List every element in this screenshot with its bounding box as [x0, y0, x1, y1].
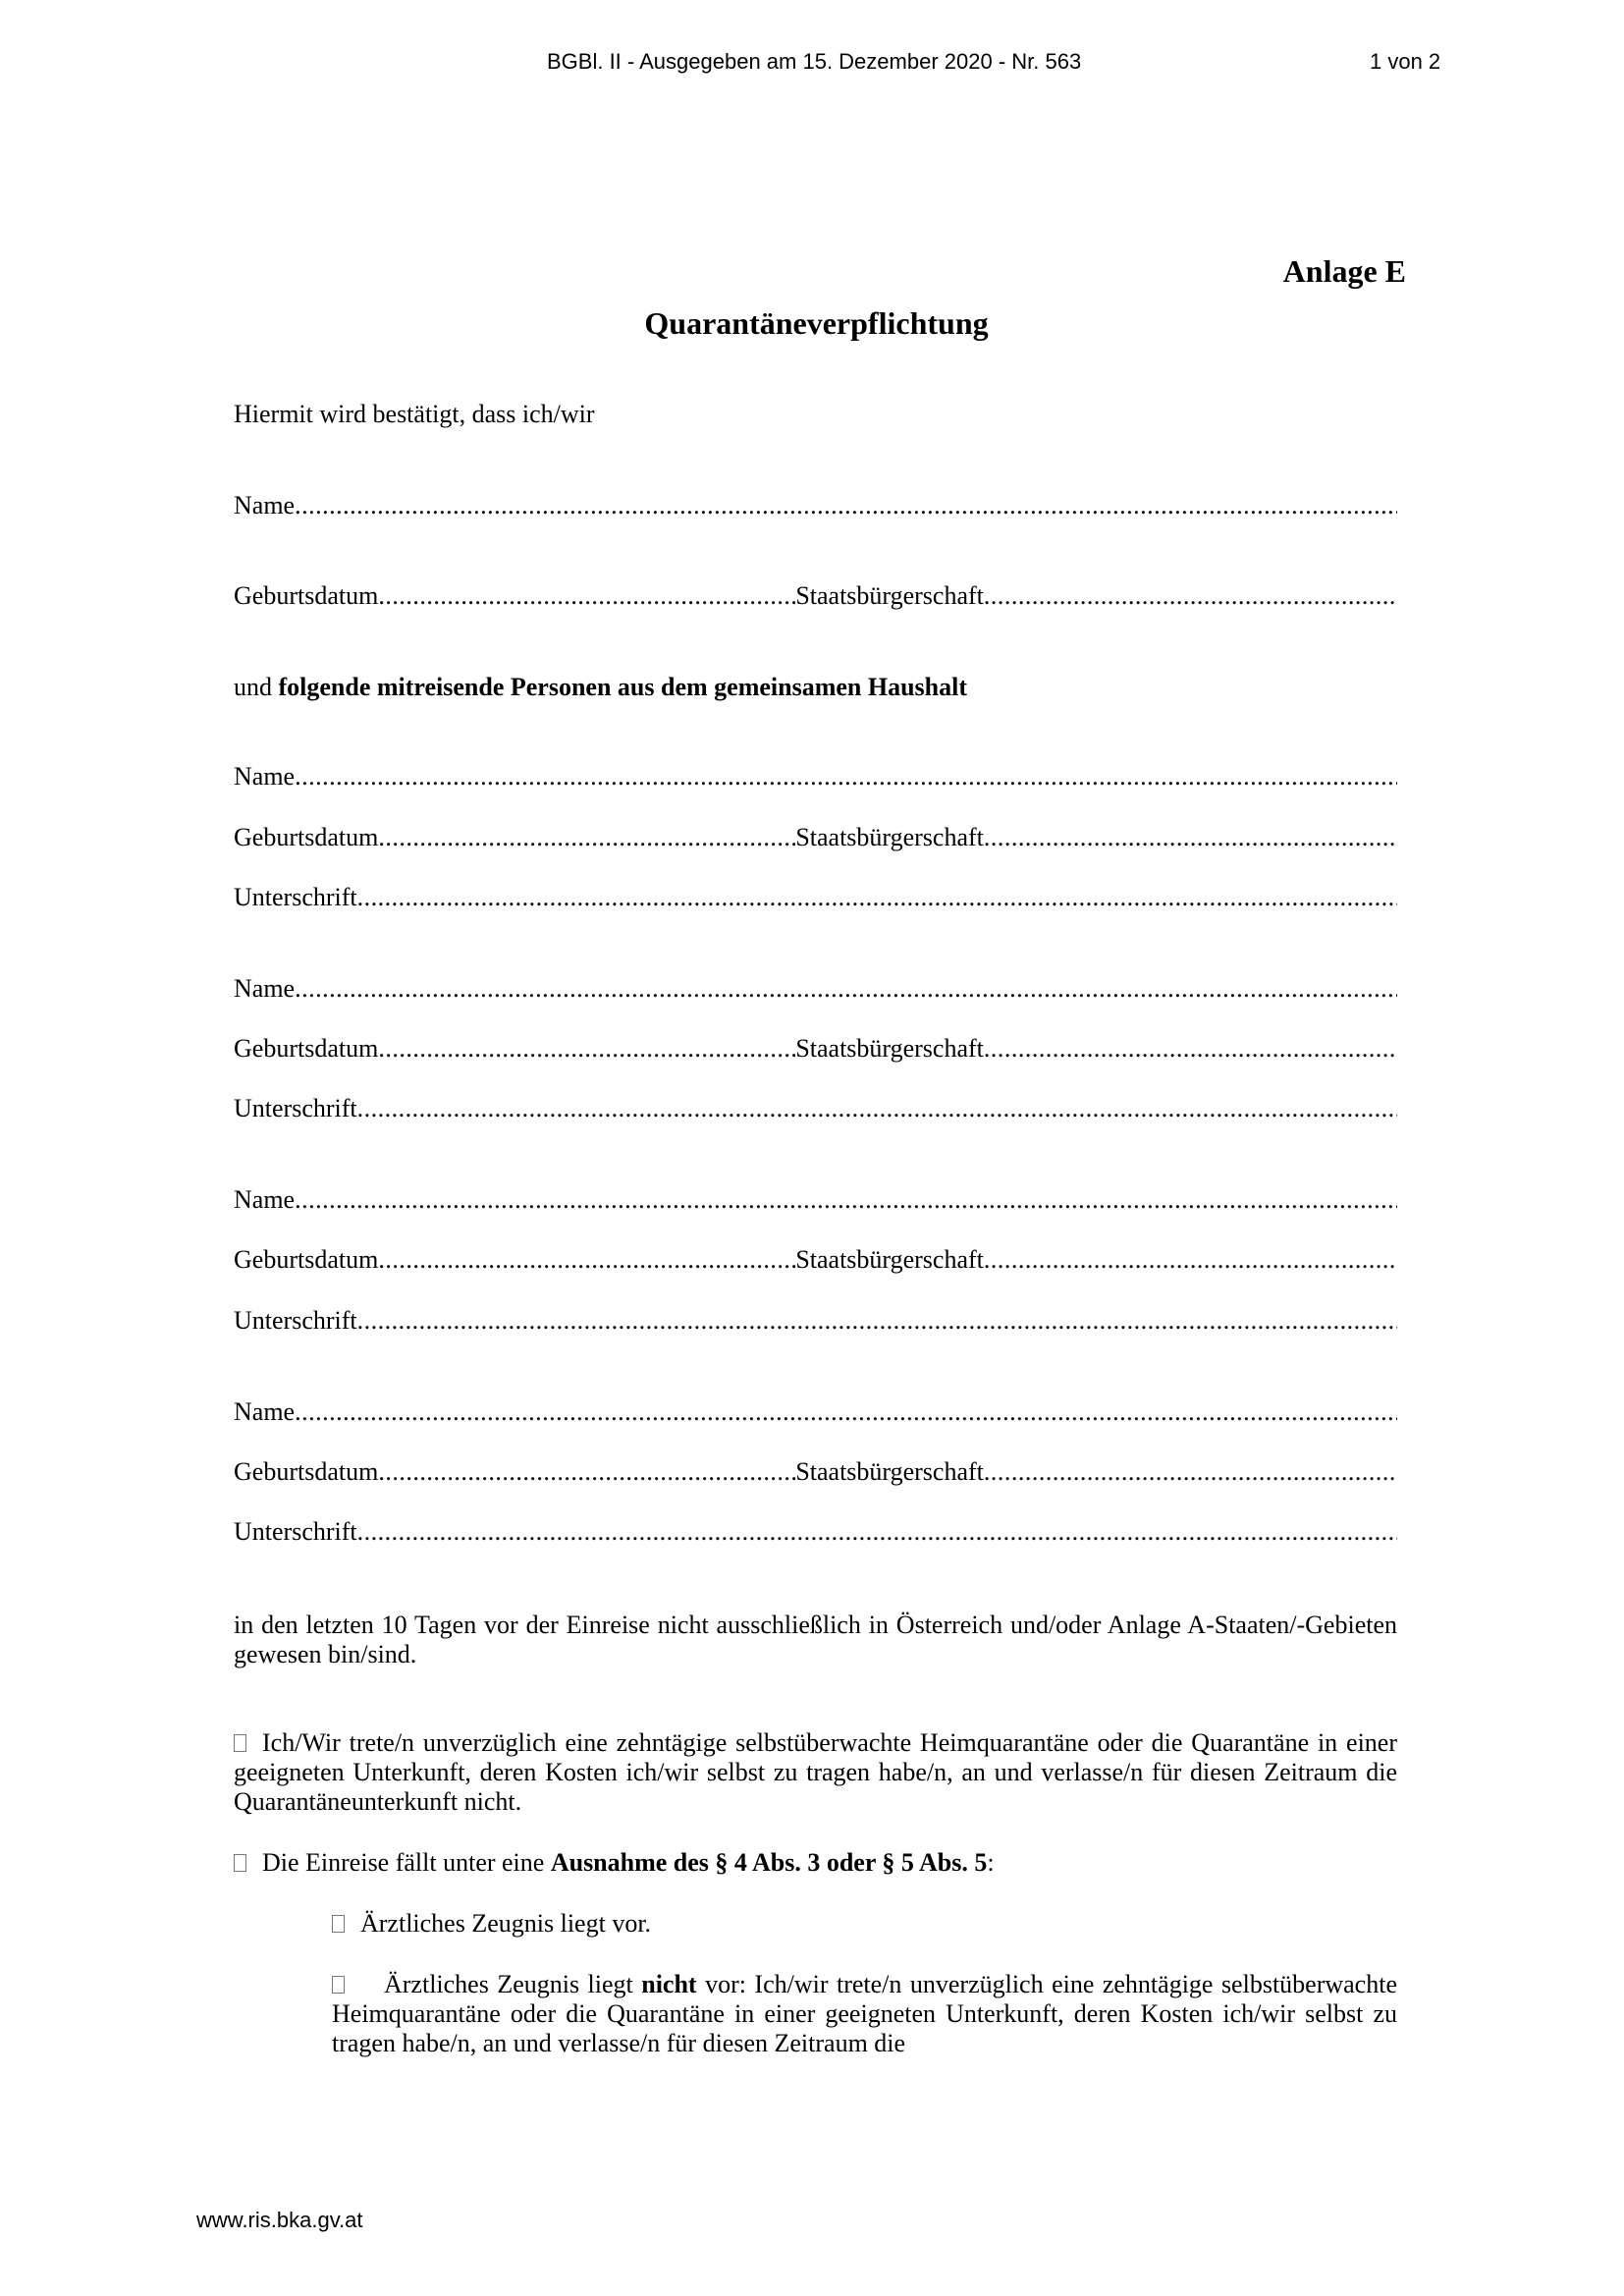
name-label: Name — [234, 1397, 296, 1426]
option-home-quarantine — [234, 1728, 1397, 1817]
name-label: Name — [234, 1185, 296, 1214]
birth-citizenship-row-companion-3 — [234, 1245, 1397, 1275]
option-home-quarantine-text: Ich/Wir trete/n unverzüglich eine zehntägige selbstüberwachte Heimquarantäne oder die Quarantäne in einer geeigneten Unterkunft, deren Kosten ich/wir selbst zu tragen habe/n, an und verlasse/n für diesen Zeitraum die Quarantäneunterkunft nicht. — [234, 1728, 1397, 1816]
checkbox-certificate-present[interactable] — [332, 1915, 345, 1933]
statement-text: in den letzten 10 Tagen vor der Einreise nicht ausschließlich in Österreich und/oder Anlage A-Staaten/-Gebieten gewesen bin/sind. — [234, 1611, 1397, 1668]
footer-url[interactable]: www.ris.bka.gv.at — [196, 2208, 363, 2232]
citizenship-field-companion-2[interactable] — [984, 1034, 1397, 1064]
page-number: 1 von 2 — [1370, 49, 1441, 74]
citizenship-label: Staatsbürgerschaft — [795, 823, 984, 851]
name-field-companion-3[interactable] — [234, 1185, 1397, 1215]
name-label: Name — [234, 762, 296, 791]
citizenship-label: Staatsbürgerschaft — [795, 1457, 984, 1486]
option-exception: Die Einreise fällt unter eine Ausnahme des § 4 Abs. 3 oder § 5 Abs. 5: — [234, 1848, 1397, 1878]
birth-date-field-companion-1[interactable] — [378, 823, 795, 852]
birth-date-field-primary[interactable] — [378, 581, 795, 611]
signature-label: Unterschrift — [234, 1517, 357, 1546]
citizenship-field-companion-3[interactable] — [984, 1245, 1397, 1275]
birth-label: Geburtsdatum — [234, 1245, 379, 1274]
checkbox-certificate-absent[interactable] — [332, 1976, 345, 1994]
intro-text: Hiermit wird bestätigt, dass ich/wir — [234, 400, 595, 428]
document-title: Quarantäneverpflichtung — [644, 305, 989, 341]
signature-field-companion-4[interactable] — [234, 1517, 1397, 1547]
signature-label: Unterschrift — [234, 883, 357, 911]
birth-citizenship-row-companion-2 — [234, 1034, 1397, 1064]
signature-field-companion-2[interactable] — [234, 1094, 1397, 1123]
name-field-primary[interactable] — [234, 491, 1397, 520]
signature-field-companion-3[interactable] — [234, 1306, 1397, 1336]
birth-date-field-companion-2[interactable] — [378, 1034, 795, 1064]
birth-label: Geburtsdatum — [234, 581, 379, 610]
name-label: Name — [234, 491, 296, 519]
annex-label: Anlage E — [1282, 253, 1406, 289]
birth-label: Geburtsdatum — [234, 1457, 379, 1486]
birth-date-field-companion-4[interactable] — [378, 1457, 795, 1487]
name-field-companion-4[interactable] — [234, 1397, 1397, 1427]
name-label: Name — [234, 974, 296, 1003]
signature-field-companion-1[interactable] — [234, 883, 1397, 912]
citizenship-field-primary[interactable] — [984, 581, 1397, 611]
suboption-certificate-present-text: Ärztliches Zeugnis liegt vor. — [360, 1909, 652, 1938]
companions-heading: und folgende mitreisende Personen aus dem gemeinsamen Haushalt — [234, 673, 967, 701]
birth-label: Geburtsdatum — [234, 1034, 379, 1063]
suboption-certificate-absent: Ärztliches Zeugnis liegt nicht vor: Ich/wir trete/n unverzüglich eine zehntägige selbstüberwachte Heimquarantäne oder die Quarantäne in einer geeigneten Unterkunft, deren Kosten ich/wir selbst zu tragen habe/n, an und verlasse/n für diesen Zeitraum die — [332, 1970, 1397, 2057]
citizenship-field-companion-1[interactable] — [984, 823, 1397, 852]
checkbox-home-quarantine[interactable] — [234, 1734, 246, 1752]
citizenship-label: Staatsbürgerschaft — [795, 581, 984, 610]
birth-date-field-companion-3[interactable] — [378, 1245, 795, 1275]
birth-label: Geburtsdatum — [234, 823, 379, 851]
birth-citizenship-row-companion-4 — [234, 1457, 1397, 1487]
citizenship-label: Staatsbürgerschaft — [795, 1034, 984, 1063]
birth-citizenship-row-companion-1 — [234, 823, 1397, 852]
signature-label: Unterschrift — [234, 1094, 357, 1122]
citizenship-field-companion-4[interactable] — [984, 1457, 1397, 1487]
name-field-companion-2[interactable] — [234, 974, 1397, 1004]
name-field-companion-1[interactable] — [234, 762, 1397, 792]
birth-citizenship-row-primary — [234, 581, 1397, 611]
suboption-certificate-present — [332, 1909, 1397, 1939]
signature-label: Unterschrift — [234, 1306, 357, 1335]
header-gazette-info: BGBl. II - Ausgegeben am 15. Dezember 2020 - Nr. 563 — [547, 49, 1082, 74]
checkbox-exception[interactable] — [234, 1854, 246, 1872]
citizenship-label: Staatsbürgerschaft — [795, 1245, 984, 1274]
